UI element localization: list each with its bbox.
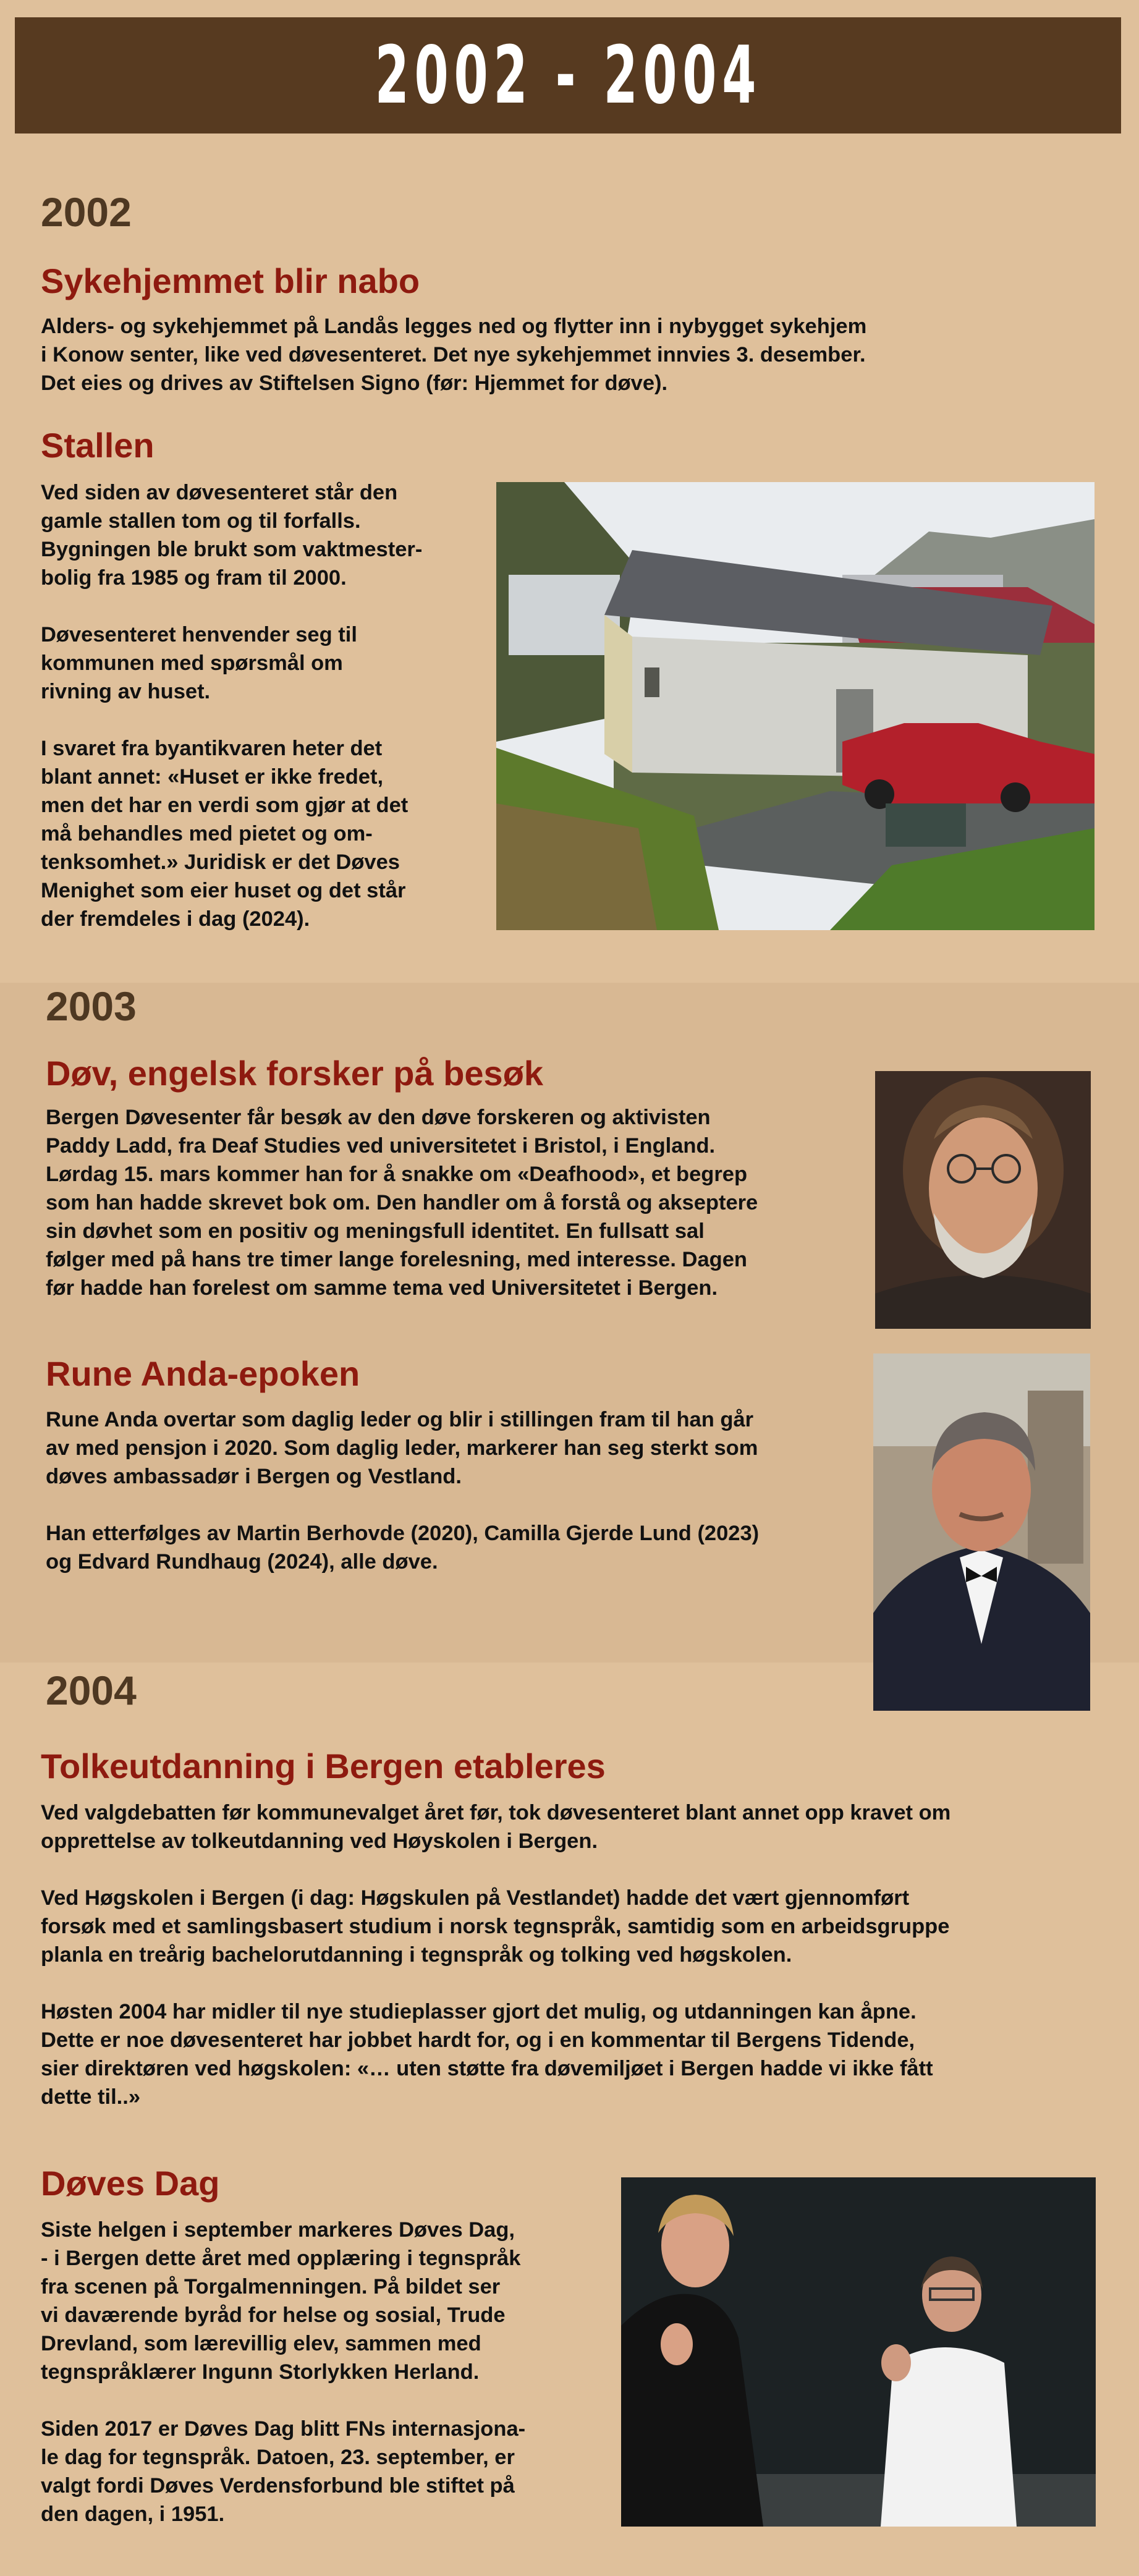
line: der fremdeles i dag (2024). (41, 907, 310, 931)
line: og Edvard Rundhaug (2024), alle døve. (46, 1550, 438, 1574)
line: le dag for tegnspråk. Datoen, 23. september, er (41, 2446, 515, 2469)
text-stallen (41, 478, 486, 933)
line: Han etterfølges av Martin Berhovde (2020), Camilla Gjerde Lund (2023) (46, 1522, 760, 1545)
photo-paddy-ladd (875, 1071, 1091, 1329)
line: I svaret fra byantikvaren heter det (41, 737, 383, 760)
line: følger med på hans tre timer lange forelesning, med interesse. Dagen (46, 1248, 747, 1271)
line: Menighet som eier huset og det står (41, 879, 406, 902)
heading-doves-dag: Døves Dag (41, 2164, 220, 2203)
text-sykehjemmet (41, 312, 1005, 397)
line: forsøk med et samlingsbasert studium i norsk tegnspråk, samtidig som en arbeidsgruppe (41, 1915, 950, 1938)
title-banner (15, 17, 1121, 133)
heading-sykehjemmet: Sykehjemmet blir nabo (41, 261, 420, 300)
line: dette til..» (41, 2085, 141, 2109)
line: i Konow senter, like ved døvesenteret. Det nye sykehjemmet innvies 3. desember. (41, 343, 866, 366)
line: Drevland, som lærevillig elev, sammen med (41, 2332, 481, 2355)
line: Bergen Døvesenter får besøk av den døve forskeren og aktivisten (46, 1106, 711, 1129)
heading-tolkeutdanning: Tolkeutdanning i Bergen etableres (41, 1747, 606, 1786)
year-2002: 2002 (41, 189, 132, 235)
line: men det har en verdi som gjør at det (41, 794, 409, 817)
line: tenksomhet.» Juridisk er det Døves (41, 850, 400, 874)
line: sier direktøren ved høgskolen: «… uten støtte fra døvemiljøet i Bergen hadde vi ikke fått (41, 2057, 933, 2080)
line: må behandles med pietet og om- (41, 822, 373, 845)
text-forsker (46, 1103, 874, 1302)
line: Ved valgdebatten før kommunevalget året før, tok døvesenteret blant annet opp kravet om (41, 1801, 951, 1824)
year-2003: 2003 (46, 983, 137, 1029)
text-tolkeutdanning (41, 1799, 1116, 2111)
heading-rune-anda: Rune Anda-epoken (46, 1354, 360, 1393)
line: Dette er noe døvesenteret har jobbet hardt for, og i en kommentar til Bergens Tidende, (41, 2028, 915, 2052)
line: Ved Høgskolen i Bergen (i dag: Høgskulen på Vestlandet) hadde det vært gjennomført (41, 1886, 910, 1910)
line: Døvesenteret henvender seg til (41, 623, 357, 646)
line: blant annet: «Huset er ikke fredet, (41, 765, 384, 789)
line: vi daværende byråd for helse og sosial, Trude (41, 2303, 506, 2327)
line: av med pensjon i 2020. Som daglig leder, markerer han seg sterkt som (46, 1436, 758, 1460)
text-rune-anda (46, 1405, 874, 1576)
photo-stallen (496, 482, 1095, 930)
line: Høsten 2004 har midler til nye studieplasser gjort det mulig, og utdanningen kan åpne. (41, 2000, 917, 2023)
text-doves-dag (41, 2216, 616, 2528)
heading-forsker: Døv, engelsk forsker på besøk (46, 1054, 544, 1093)
line: døves ambassadør i Bergen og Vestland. (46, 1465, 462, 1488)
line: opprettelse av tolkeutdanning ved Høyskolen i Bergen. (41, 1829, 598, 1853)
heading-stallen: Stallen (41, 426, 155, 465)
line: tegnspråklærer Ingunn Storlykken Herland. (41, 2360, 480, 2384)
line: rivning av huset. (41, 680, 211, 703)
photo-rune-anda (873, 1354, 1090, 1711)
line: før hadde han forelest om samme tema ved Universitetet i Bergen. (46, 1276, 718, 1300)
line: sin døvhet som en positiv og meningsfull identitet. En fullsatt sal (46, 1219, 705, 1243)
line: fra scenen på Torgalmenningen. På bildet ser (41, 2275, 501, 2298)
line: den dagen, i 1951. (41, 2502, 225, 2526)
line: Bygningen ble brukt som vaktmester- (41, 538, 423, 561)
line: Det eies og drives av Stiftelsen Signo (før: Hjemmet for døve). (41, 371, 668, 395)
line: Lørdag 15. mars kommer han for å snakke om «Deafhood», et begrep (46, 1163, 748, 1186)
photo-doves-dag (621, 2177, 1096, 2527)
line: som han hadde skrevet bok om. Den handler om å forstå og akseptere (46, 1191, 758, 1214)
line: bolig fra 1985 og fram til 2000. (41, 566, 347, 590)
line: Rune Anda overtar som daglig leder og blir i stillingen fram til han går (46, 1408, 754, 1431)
line: Ved siden av døvesenteret står den (41, 481, 398, 504)
line: Siste helgen i september markeres Døves Dag, (41, 2218, 515, 2242)
line: kommunen med spørsmål om (41, 651, 343, 675)
line: valgt fordi Døves Verdensforbund ble stiftet på (41, 2474, 515, 2498)
line: planla en treårig bachelorutdanning i tegnspråk og tolking ved høgskolen. (41, 1943, 792, 1967)
year-2004: 2004 (46, 1667, 137, 1713)
line: gamle stallen tom og til forfalls. (41, 509, 361, 533)
banner-title: 2002 - 2004 (375, 29, 761, 122)
line: Siden 2017 er Døves Dag blitt FNs internasjona- (41, 2417, 526, 2441)
line: Alders- og sykehjemmet på Landås legges ned og flytter inn i nybygget sykehjem (41, 315, 867, 338)
line: - i Bergen dette året med opplæring i tegnspråk (41, 2247, 521, 2270)
line: Paddy Ladd, fra Deaf Studies ved universitetet i Bristol, i England. (46, 1134, 716, 1158)
